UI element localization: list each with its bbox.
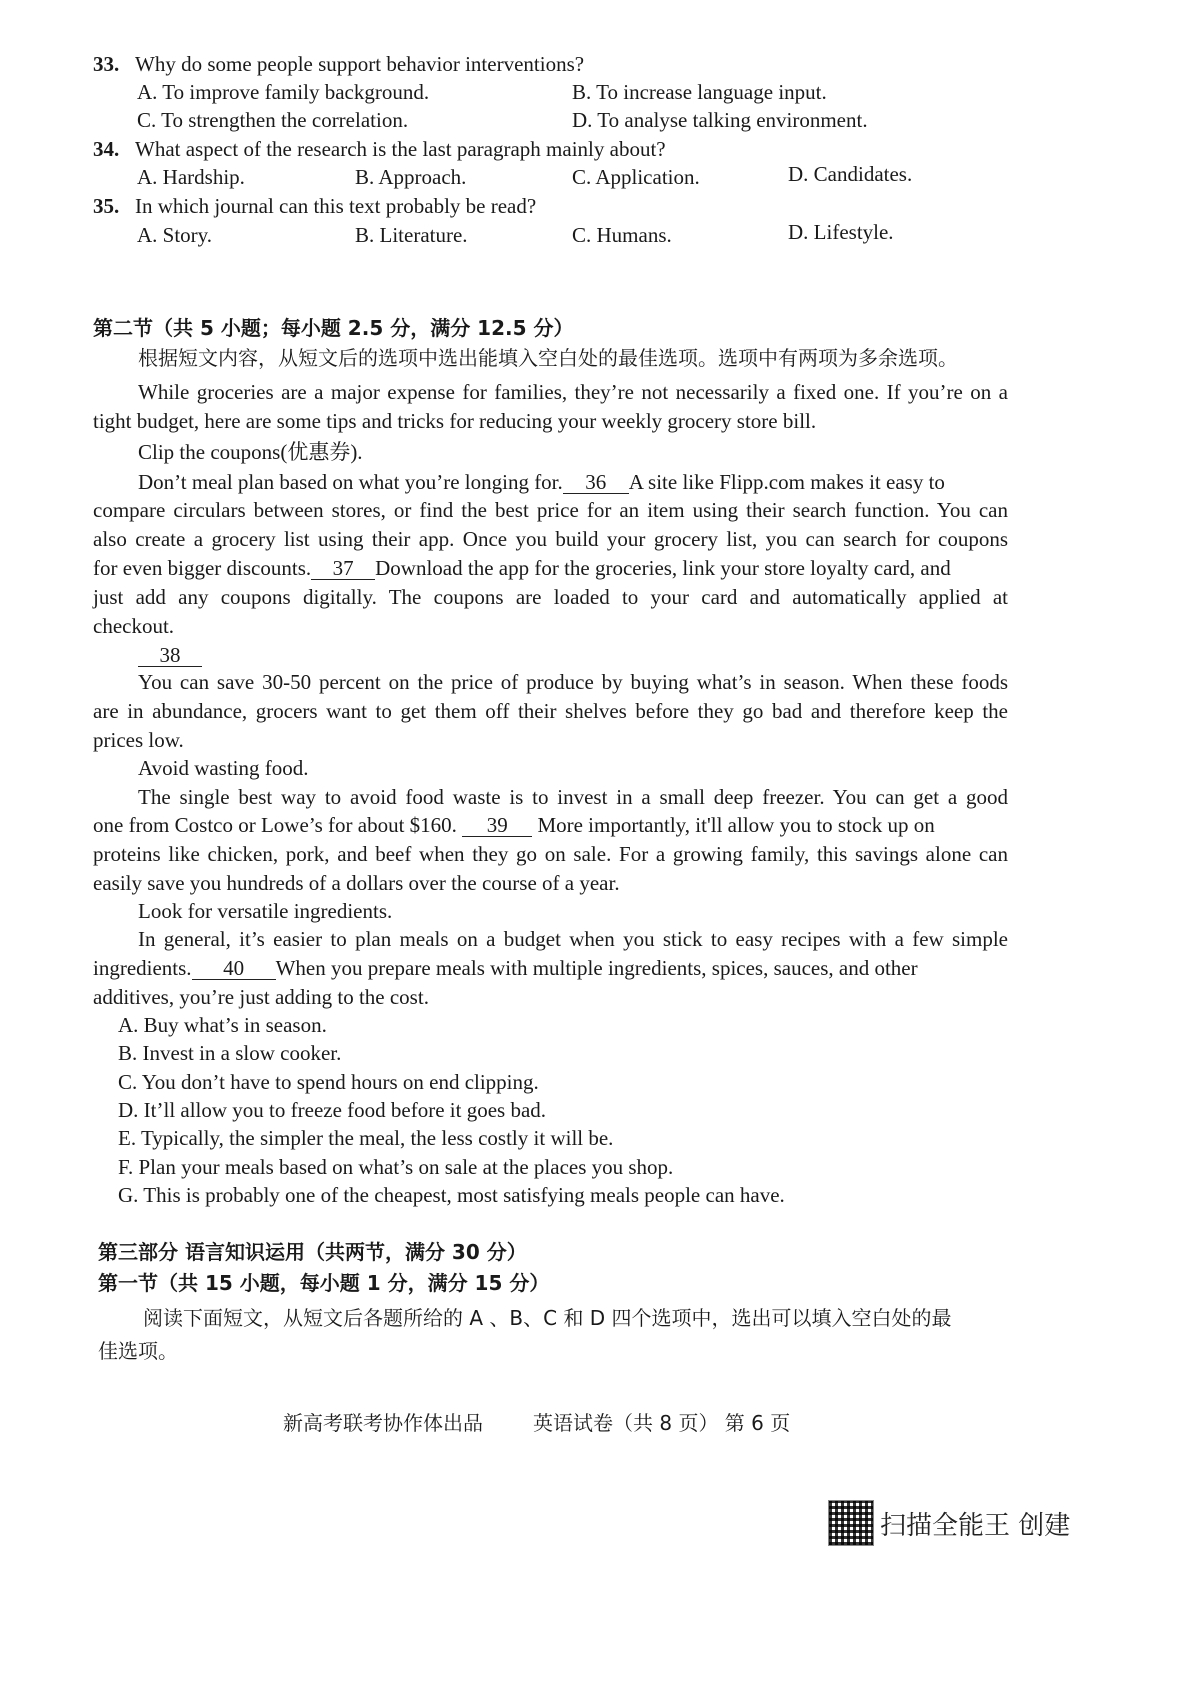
question-number: 35.: [93, 194, 120, 218]
passage-line: just add any coupons digitally. The coupons are loaded to your card and automatically applied at: [93, 585, 1008, 609]
passage-line: additives, you’re just adding to the cost.: [93, 985, 429, 1009]
passage-line: The single best way to avoid food waste is to invest in a small deep freezer. You can get a good: [138, 785, 1008, 809]
choice-e: E. Typically, the simpler the meal, the less costly it will be.: [118, 1126, 614, 1150]
option: D. To analyse talking environment.: [572, 108, 868, 132]
blank-38[interactable]: 38: [138, 645, 202, 667]
passage-subheading: Look for versatile ingredients.: [138, 899, 393, 923]
passage-text: A site like Flipp.com makes it easy to: [628, 470, 945, 494]
option: B. Approach.: [355, 165, 467, 189]
passage-line: You can save 30-50 percent on the price of produce by buying what’s in season. When these foods: [138, 670, 1008, 694]
passage-line: [93, 958, 918, 980]
question-33: [93, 54, 584, 75]
option: D. Lifestyle.: [788, 220, 894, 244]
passage-text: Download the app for the groceries, link your store loyalty card, and: [375, 556, 951, 580]
passage-line: are in abundance, grocers want to get them off their shelves before they go bad and therefore keep the: [93, 699, 1008, 723]
blank-39[interactable]: 39: [462, 815, 532, 837]
blank-36[interactable]: 36: [563, 472, 629, 494]
footer-publisher: 新高考联考协作体出品: [283, 1411, 483, 1435]
option: A. To improve family background.: [137, 80, 430, 104]
passage-line: [93, 558, 951, 580]
choice-f: F. Plan your meals based on what’s on sale at the places you shop.: [118, 1155, 674, 1179]
option: A. Story.: [137, 223, 213, 247]
option: C. Application.: [572, 165, 700, 189]
choice-g: G. This is probably one of the cheapest, most satisfying meals people can have.: [118, 1183, 785, 1207]
section-heading: 第二节（共 5 小题；每小题 2.5 分，满分 12.5 分）: [93, 316, 574, 340]
section-heading: 第一节（共 15 小题，每小题 1 分，满分 15 分）: [98, 1271, 550, 1295]
passage-line: checkout.: [93, 614, 175, 638]
passage-line: While groceries are a major expense for families, they’re not necessarily a fixed one. If you’re on a: [138, 380, 1008, 404]
passage-line: In general, it’s easier to plan meals on a budget when you stick to easy recipes with a few simple: [138, 927, 1008, 951]
passage-subheading: Avoid wasting food.: [138, 756, 309, 780]
passage-text: Don’t meal plan based on what you’re longing for.: [138, 470, 563, 494]
passage-line: compare circulars between stores, or find the best price for an item using their search function. You can: [93, 498, 1008, 522]
passage-text: for even bigger discounts.: [93, 556, 312, 580]
passage-line: also create a grocery list using their app. Once you build your grocery list, you can search for coupons: [93, 527, 1008, 551]
question-stem: What aspect of the research is the last paragraph mainly about?: [135, 137, 666, 161]
choice-b: B. Invest in a slow cooker.: [118, 1041, 342, 1065]
question-stem: In which journal can this text probably be read?: [135, 194, 537, 218]
section-instruction: 根据短文内容，从短文后的选项中选出能填入空白处的最佳选项。选项中有两项为多余选项。: [138, 346, 958, 370]
option: C. To strengthen the correlation.: [137, 108, 409, 132]
footer-page-info: 英语试卷（共 8 页） 第 6 页: [533, 1411, 791, 1435]
passage-text: More importantly, it'll allow you to stock up on: [537, 813, 935, 837]
question-34: [93, 139, 666, 160]
option: C. Humans.: [572, 223, 672, 247]
passage-text: one from Costco or Lowe’s for about $160.: [93, 813, 457, 837]
scanner-watermark: [828, 1500, 1070, 1546]
blank-40[interactable]: 40: [192, 958, 276, 980]
passage-line: prices low.: [93, 728, 184, 752]
passage-text: ingredients.: [93, 956, 192, 980]
passage-line: [138, 472, 945, 494]
question-stem: Why do some people support behavior interventions?: [135, 52, 585, 76]
option: A. Hardship.: [137, 165, 245, 189]
qr-code-icon: [828, 1500, 874, 1546]
option: D. Candidates.: [788, 162, 913, 186]
question-number: 34.: [93, 137, 120, 161]
passage-line: [138, 645, 202, 667]
passage-subheading: Clip the coupons(优惠券).: [138, 440, 363, 464]
section-instruction: 佳选项。: [98, 1339, 178, 1363]
part-heading: 第三部分 语言知识运用（共两节，满分 30 分）: [98, 1240, 527, 1264]
question-35: [93, 196, 536, 217]
passage-line: tight budget, here are some tips and tricks for reducing your weekly grocery store bill.: [93, 409, 817, 433]
passage-text: When you prepare meals with multiple ingredients, spices, sauces, and other: [275, 956, 918, 980]
passage-line: [93, 815, 935, 837]
option: B. Literature.: [355, 223, 468, 247]
passage-line: easily save you hundreds of a dollars over the course of a year.: [93, 871, 620, 895]
choice-c: C. You don’t have to spend hours on end clipping.: [118, 1070, 539, 1094]
watermark-text: 扫描全能王 创建: [880, 1510, 1071, 1541]
section-instruction: 阅读下面短文，从短文后各题所给的 A 、B、C 和 D 四个选项中，选出可以填入空白处的最: [143, 1306, 952, 1330]
choice-a: A. Buy what’s in season.: [118, 1013, 327, 1037]
choice-d: D. It’ll allow you to freeze food before it goes bad.: [118, 1098, 547, 1122]
option: B. To increase language input.: [572, 80, 827, 104]
passage-line: proteins like chicken, pork, and beef when they go on sale. For a growing family, this savings alone can: [93, 842, 1008, 866]
blank-37[interactable]: 37: [311, 558, 375, 580]
question-number: 33.: [93, 52, 120, 76]
